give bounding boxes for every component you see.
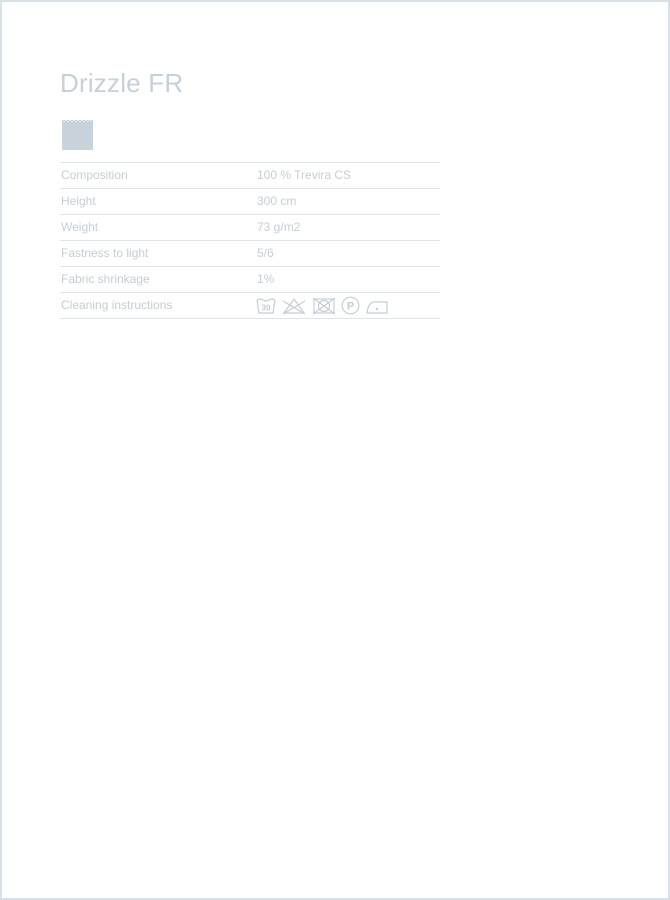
spec-value: 300 cm <box>257 194 297 208</box>
spec-table <box>60 162 440 319</box>
spec-label: Height <box>61 194 96 208</box>
fabric-swatch <box>61 119 94 150</box>
spec-row-fastness-to-light <box>60 241 440 267</box>
spec-value: 5/6 <box>257 246 274 260</box>
spec-row-composition <box>60 163 440 189</box>
page-title: Drizzle FR <box>60 68 184 98</box>
do-not-bleach-icon <box>281 297 307 315</box>
spec-label: Fastness to light <box>61 246 149 260</box>
spec-label: Weight <box>61 220 99 234</box>
spec-value: 73 g/m2 <box>257 220 301 234</box>
spec-row-cleaning-instructions <box>60 293 440 319</box>
do-not-tumble-dry-icon <box>312 297 336 315</box>
dry-clean-p-icon <box>341 296 360 315</box>
spec-row-weight <box>60 215 440 241</box>
spec-label: Cleaning instructions <box>61 298 173 312</box>
spec-label: Composition <box>61 168 128 182</box>
spec-row-fabric-shrinkage <box>60 267 440 293</box>
wash-temperature: 30 <box>261 303 271 312</box>
iron-low-icon <box>365 297 389 315</box>
care-icons <box>256 295 389 316</box>
spec-value: 1% <box>257 272 275 286</box>
spec-row-height <box>60 189 440 215</box>
wash-30-icon <box>256 297 276 315</box>
spec-label: Fabric shrinkage <box>61 272 150 286</box>
spec-value: 100 % Trevira CS <box>257 168 352 182</box>
dry-clean-letter: P <box>346 300 355 313</box>
